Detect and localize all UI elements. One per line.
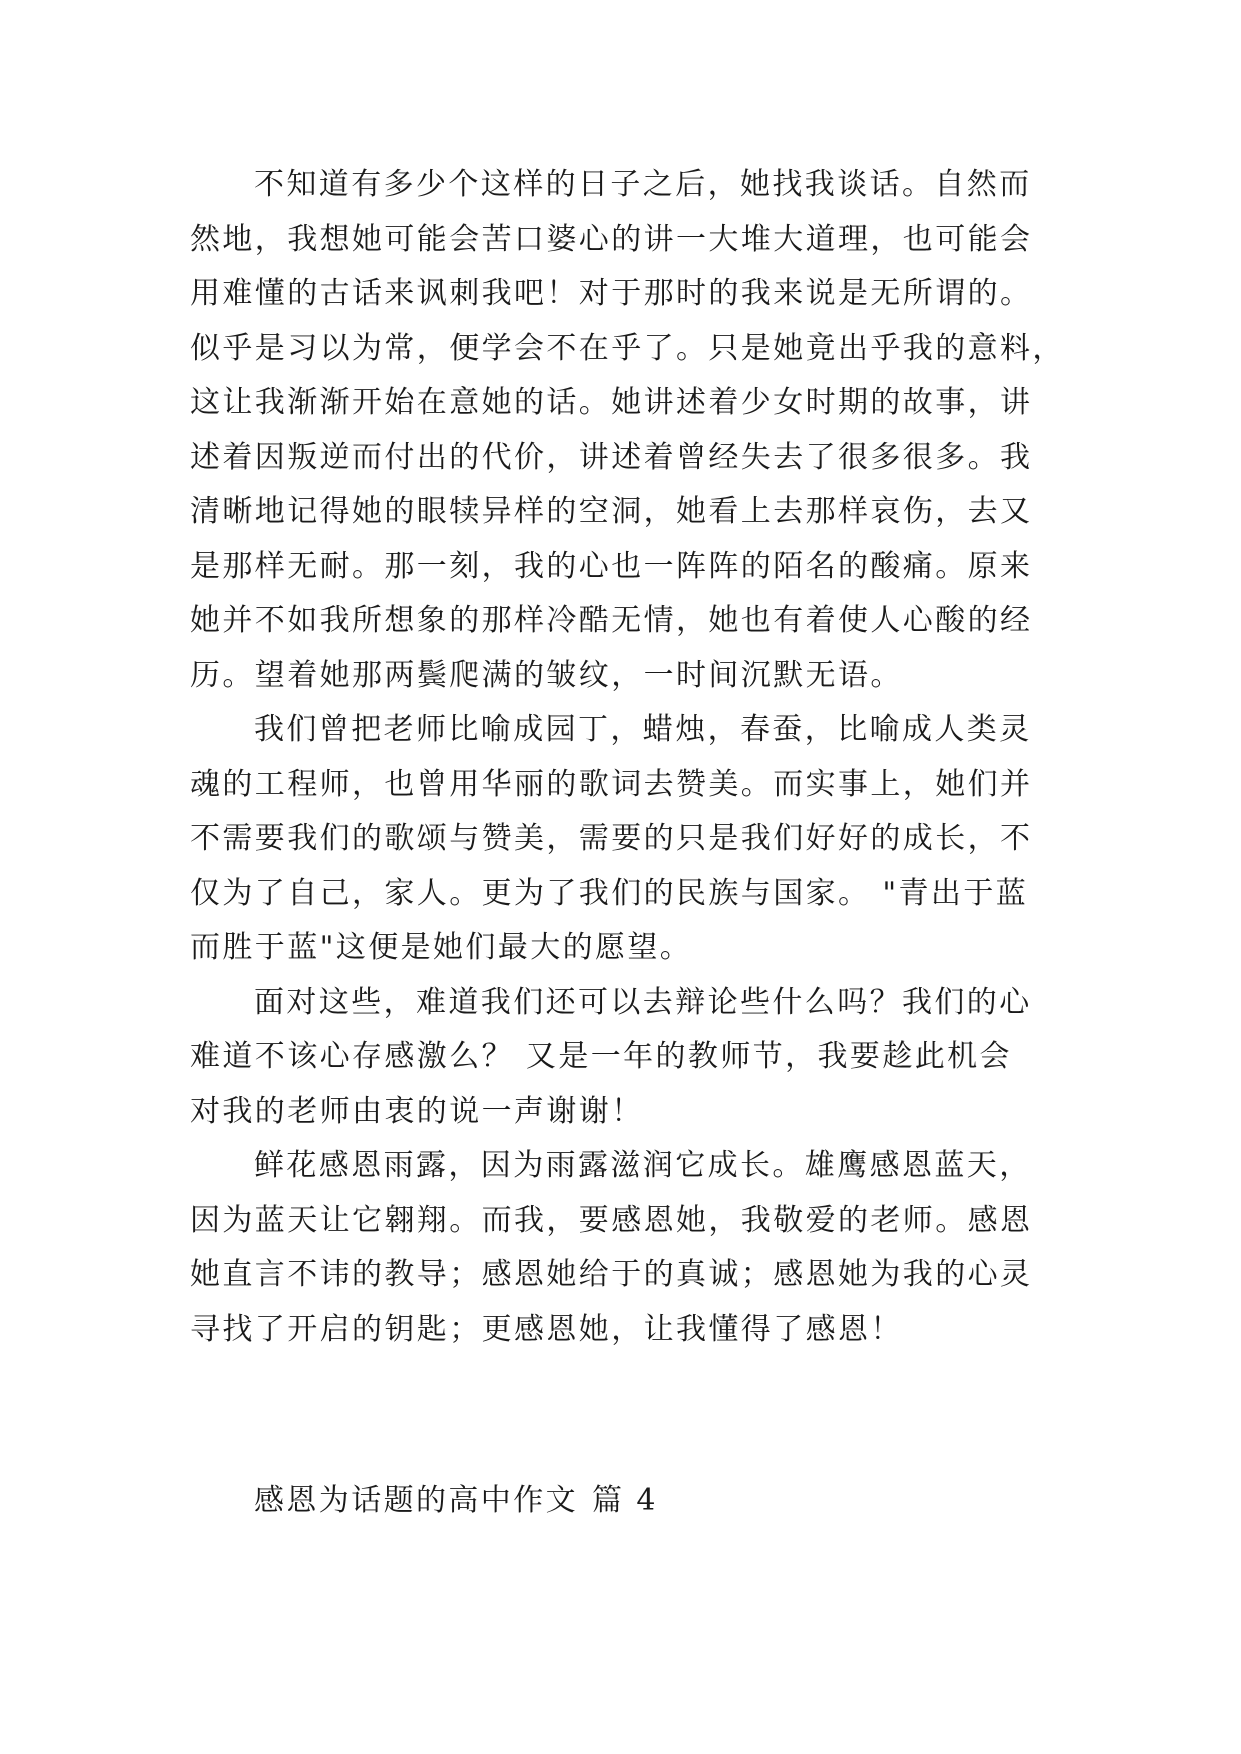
paragraph-line: 不需要我们的歌颂与赞美，需要的只是我们好好的成长，不 xyxy=(190,821,1033,856)
paragraph-line: 面对这些，难道我们还可以去辩论些什么吗？我们的心 xyxy=(254,984,1032,1020)
paragraph-line: 魂的工程师，也曾用华丽的歌词去赞美。而实事上，她们并 xyxy=(190,766,1033,802)
paragraph-line: 鲜花感恩雨露，因为雨露滋润它成长。雄鹰感恩蓝天， xyxy=(254,1148,1032,1183)
paragraph-line: 因为蓝天让它翱翔。而我，要感恩她，我敬爱的老师。感恩 xyxy=(190,1202,1033,1238)
paragraph-line: 不知道有多少个这样的日子之后，她找我谈话。自然而 xyxy=(254,167,1032,202)
paragraph-line: 用难懂的古话来讽刺我吧！对于那时的我来说是无所谓的。 xyxy=(190,276,1033,311)
paragraph-line: 是那样无耐。那一刻，我的心也一阵阵的陌名的酸痛。原来 xyxy=(190,548,1033,584)
paragraph-line: 仅为了自己，家人。更为了我们的民族与国家。 "青出于蓝 xyxy=(190,875,1029,911)
paragraph-line: 她并不如我所想象的那样冷酷无情，她也有着使人心酸的经 xyxy=(190,603,1033,638)
paragraph-line: 清晰地记得她的眼犊异样的空洞，她看上去那样哀伤，去又 xyxy=(190,494,1033,529)
paragraph-line: 述着因叛逆而付出的代价，讲述着曾经失去了很多很多。我 xyxy=(190,439,1033,475)
paragraph-4 xyxy=(190,1139,1050,1357)
paragraph-line: 寻找了开启的钥匙；更感恩她，让我懂得了感恩！ xyxy=(190,1311,903,1347)
paragraph-line: 历。望着她那两鬓爬满的皱纹，一时间沉默无语。 xyxy=(190,657,903,693)
paragraph-line: 然地，我想她可能会苦口婆心的讲一大堆大道理，也可能会 xyxy=(190,221,1033,257)
paragraph-line: 似乎是习以为常，便学会不在乎了。只是她竟出乎我的意料， xyxy=(190,330,1065,366)
paragraph-line: 这让我渐渐开始在意她的话。她讲述着少女时期的故事，讲 xyxy=(190,385,1033,420)
article-body xyxy=(190,158,1065,1357)
paragraph-line: 她直言不讳的教导；感恩她给于的真诚；感恩她为我的心灵 xyxy=(190,1257,1033,1292)
paragraph-line: 难道不该心存感激么？ 又是一年的教师节，我要趁此机会 xyxy=(190,1039,1012,1074)
section-heading-label: 篇 4 xyxy=(592,1483,658,1518)
paragraph-line: 我们曾把老师比喻成园丁，蜡烛，春蚕，比喻成人类灵 xyxy=(254,712,1032,747)
paragraph-1 xyxy=(190,158,1065,703)
paragraph-2 xyxy=(190,703,1050,976)
section-heading xyxy=(254,1474,658,1528)
paragraph-line: 对我的老师由衷的说一声谢谢！ xyxy=(190,1093,644,1129)
paragraph-line: 而胜于蓝"这便是她们最大的愿望。 xyxy=(190,930,693,965)
section-heading-title: 感恩为话题的高中作文 xyxy=(254,1483,578,1518)
paragraph-3 xyxy=(190,976,1050,1140)
